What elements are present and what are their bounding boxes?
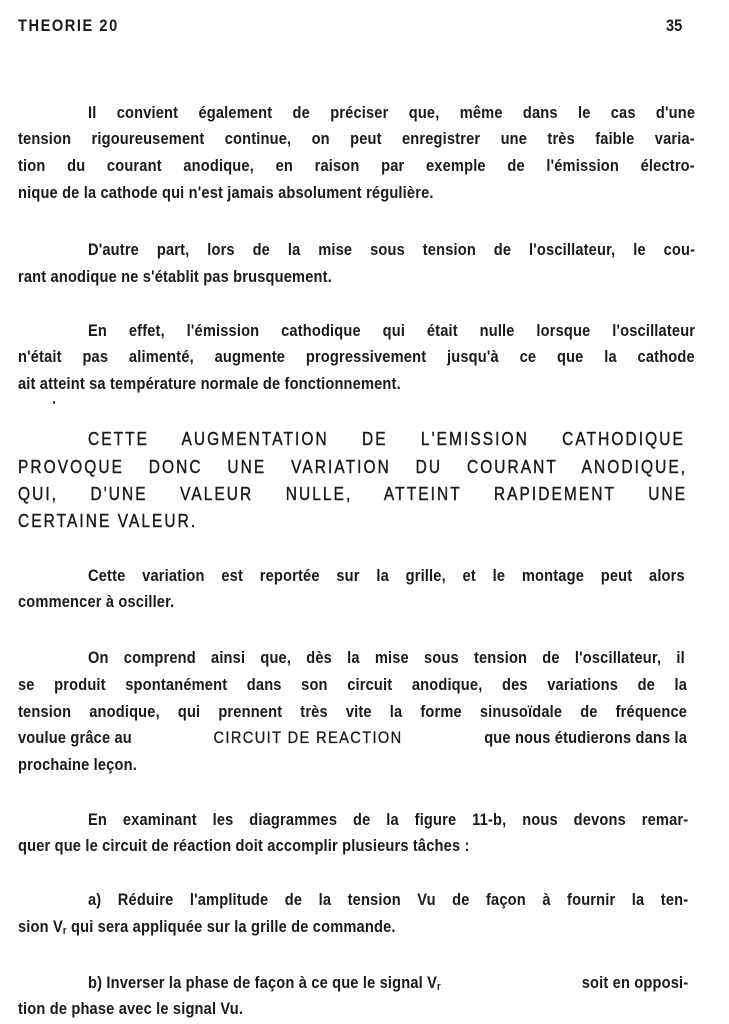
text-line: n'était pas alimenté, augmente progressivement jusqu'à ce que la cathode: [18, 347, 695, 366]
text-line: nique de la cathode qui n'est jamais absolument régulière.: [18, 183, 434, 202]
text-fragment: qui sera appliquée sur la grille de commande.: [66, 917, 396, 936]
text-line: On comprend ainsi que, dès la mise sous tension de l'oscillateur, il: [88, 648, 685, 667]
text-line: quer que le circuit de réaction doit accomplir plusieurs tâches :: [18, 836, 470, 855]
text-fragment: voulue grâce au: [18, 728, 132, 747]
text-line: tension rigoureusement continue, on peut enregistrer une très faible varia-: [18, 129, 695, 148]
text-line: se produit spontanément dans son circuit anodique, des variations de la: [18, 675, 688, 694]
text-fragment: que nous étudierons dans la: [484, 728, 688, 747]
text-line: ait atteint sa température normale de fonctionnement.: [18, 374, 401, 393]
text-line: rant anodique ne s'établit pas brusquement.: [18, 267, 332, 286]
text-fragment: b) Inverser la phase de façon à ce que le signal Vr: [88, 973, 441, 993]
subscript-r: r: [437, 981, 441, 993]
text-line: PROVOQUE DONC UNE VARIATION DU COURANT ANODIQUE,: [18, 457, 688, 477]
text-line: tension anodique, qui prennent très vite la forme sinusoïdale de fréquence: [18, 702, 688, 721]
text-line: Cette variation est reportée sur la grille, et le montage peut alors: [88, 566, 685, 585]
text-line: [18, 728, 687, 748]
scan-speck: [53, 401, 55, 404]
text-line: CETTE AUGMENTATION DE L'EMISSION CATHODIQUE: [88, 429, 685, 449]
text-fragment: sion V: [18, 917, 63, 936]
text-line: CERTAINE VALEUR.: [18, 511, 198, 531]
text-line: tion du courant anodique, en raison par exemple de l'émission électro-: [18, 156, 695, 175]
subscript-r: r: [62, 925, 67, 937]
text-line: a) Réduire l'amplitude de la tension Vu de façon à fournir la ten-: [88, 890, 689, 909]
text-line: En examinant les diagrammes de la figure 11-b, nous devons remar-: [88, 810, 689, 829]
text-fragment: soit en opposi-: [581, 973, 689, 992]
text-line: commencer à osciller.: [18, 592, 175, 611]
text-line: Il convient également de préciser que, même dans le cas d'une: [88, 103, 696, 122]
text-line: tion de phase avec le signal Vu.: [18, 999, 244, 1018]
page-number: 35: [666, 16, 683, 35]
text-line: D'autre part, lors de la mise sous tension de l'oscillateur, le cou-: [88, 240, 696, 259]
text-line: En effet, l'émission cathodique qui était nulle lorsque l'oscillateur: [88, 321, 696, 340]
text-line: prochaine leçon.: [18, 755, 137, 774]
section-title: THEORIE 20: [18, 16, 119, 35]
text-line: [88, 973, 688, 997]
text-line: [18, 917, 396, 941]
text-line: QUI, D'UNE VALEUR NULLE, ATTEINT RAPIDEMENT UNE: [18, 484, 688, 504]
emphasis-circuit-de-reaction: CIRCUIT DE REACTION: [213, 728, 403, 747]
